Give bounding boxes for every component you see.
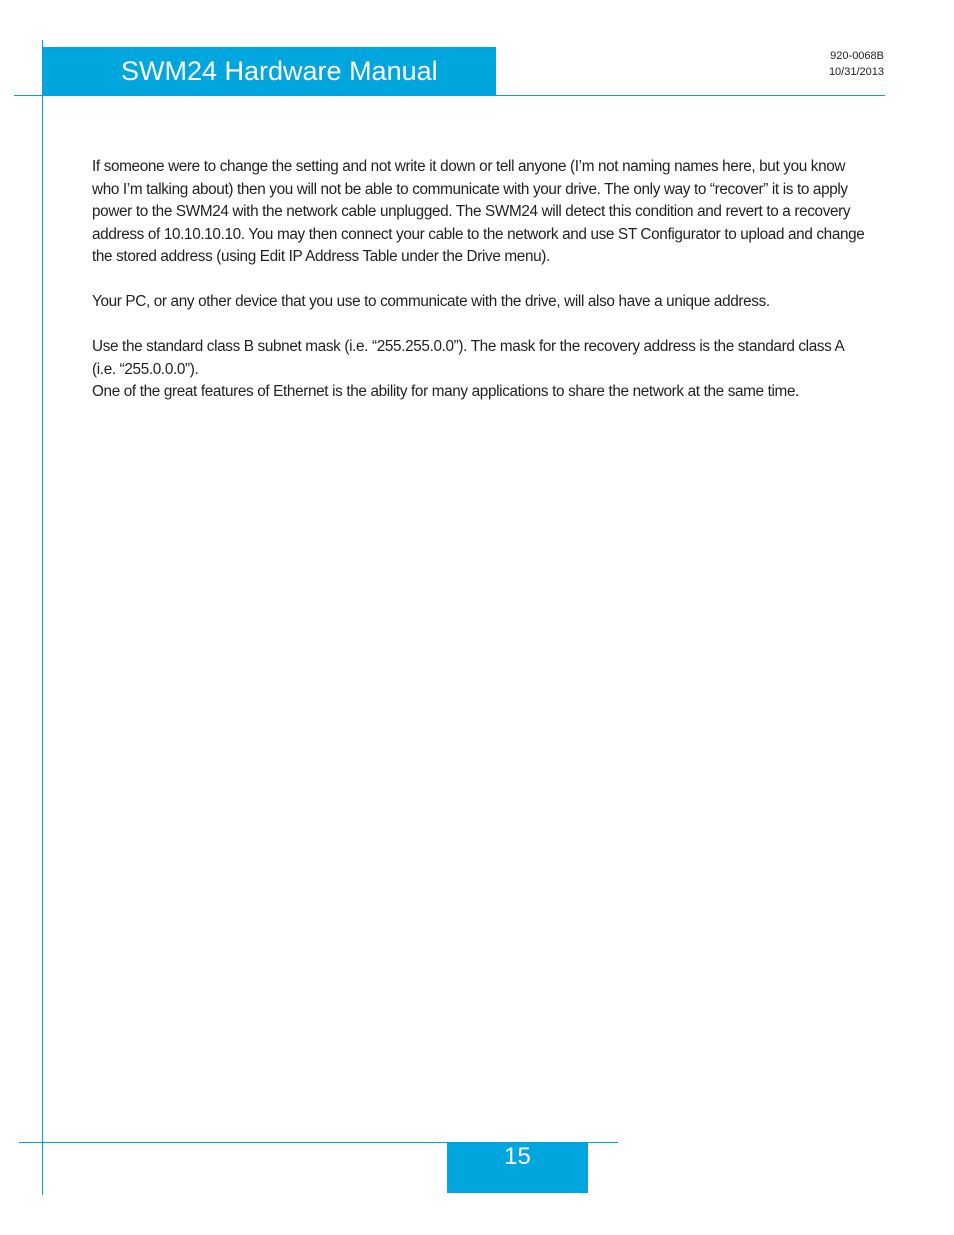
body-text xyxy=(92,156,868,404)
paragraph-pc-address: Your PC, or any other device that you use to communicate with the drive, will also have a unique address. xyxy=(92,293,770,310)
left-margin-rule xyxy=(42,40,43,1195)
page-number-box xyxy=(447,1143,588,1193)
document-number: 920-0068B xyxy=(830,50,884,62)
paragraph-ethernet-sharing: One of the great features of Ethernet is the ability for many applications to share the network at the same time. xyxy=(92,383,799,400)
header-rule xyxy=(14,95,885,96)
paragraph-subnet-mask: Use the standard class B subnet mask (i.e. “255.255.0.0”). The mask for the recovery address is the standard class A (i.e. “255.0.0.0”). xyxy=(92,338,844,378)
page-title: SWM24 Hardware Manual xyxy=(121,56,438,86)
document-meta xyxy=(829,48,884,80)
page-number: 15 xyxy=(504,1143,531,1170)
document-date: 10/31/2013 xyxy=(828,66,884,78)
paragraph-recovery-address: If someone were to change the setting and not write it down or tell anyone (I’m not naming names here, but you know who I’m talking about) then you will not be able to communicate with your drive. The only way to “recover” it is to apply power to the SWM24 with the network cable unplugged. The SWM24 will detect this condition and revert to a recovery address of 10.10.10.10. You may then connect your cable to the network and use ST Configurator to upload and change the stored address (using Edit IP Address Table under the Drive menu). xyxy=(92,158,865,265)
